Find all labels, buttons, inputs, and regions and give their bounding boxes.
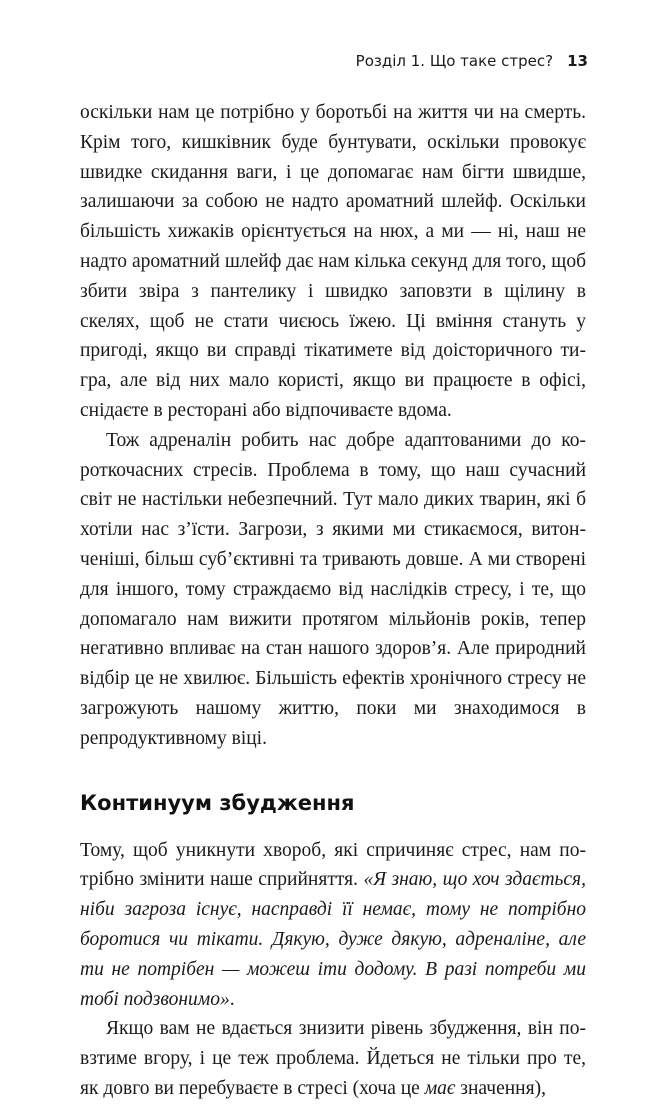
paragraph-4 xyxy=(80,1014,586,1103)
page-number: 13 xyxy=(567,52,588,70)
section-heading: Континуум збудження xyxy=(80,790,355,815)
paragraph-4-end: значення), xyxy=(455,1077,546,1099)
paragraph-4-start: Якщо вам не вдається знизити рівень збудження, він повзтиме вгору, і це теж проблема. Йдеться не тільки про те, як довго ви перебуваєте в стресі (хоча це xyxy=(80,1018,586,1099)
page-body xyxy=(80,98,586,1104)
running-head xyxy=(356,52,588,70)
paragraph-4-emphasis: має xyxy=(424,1077,456,1099)
paragraph-3-quote: «Я знаю, що хоч здається, ніби загроза існує, насправді її немає, тому не потрібно боротися чи тікати. Дякую, дуже дякую, адреналіне, але ти не потрібен — можеш іти додому. В разі потреби ми тобі подзвонимо» xyxy=(80,869,587,1010)
paragraph-2: Тож адреналін робить нас добре адаптованими до короткочасних стресів. Проблема в тому, що наш сучасний світ не настільки небезпечний. Тут мало диких тварин, які б хотіли нас з’їсти. Загрози, з якими ми стикаємося, витонченіші, більш суб’єктивні та тривають довше. А ми створені для іншого, тому страждаємо від наслідків стресу, і те, що допомагало нам вижити протягом мільйонів років, тепер негативно впливає на стан нашого здоров’я. Але природний відбір це не хвилює. Більшість ефектів хронічного стресу не загрожують нашому життю, поки ми знаходимося в репродуктивному віці. xyxy=(80,429,586,749)
paragraph-3 xyxy=(80,836,586,1015)
paragraph-3-start: Тому, щоб уникнути хвороб, які спричиняє стрес, нам потрібно змінити наше сприйняття. xyxy=(80,839,586,891)
chapter-title: Розділ 1. Що таке стрес? xyxy=(355,52,554,70)
paragraph-3-end: . xyxy=(229,988,235,1010)
paragraph-1: оскільки нам це потрібно у боротьбі на життя чи на смерть. Крім того, кишківник буде бунтувати, оскільки провокує швидке скидання ваги, і це допомагає нам бігти швидше, залишаючи за собою не надто ароматний шлейф. Оскільки більшість хижаків орієнтується на нюх, а ми — ні, наш не надто ароматний шлейф дає нам кілька секунд для того, щоб збити звіра з пантелику і швидко заповзти в щілину в скелях, щоб не стати чиєюсь їжею. Ці вміння стануть у пригоді, якщо ви справді тікатимете від доісторичного тигра, але від них мало користі, якщо ви працюєте в офісі, снідаєте в ресторані або відпочиваєте вдома. xyxy=(80,102,586,421)
